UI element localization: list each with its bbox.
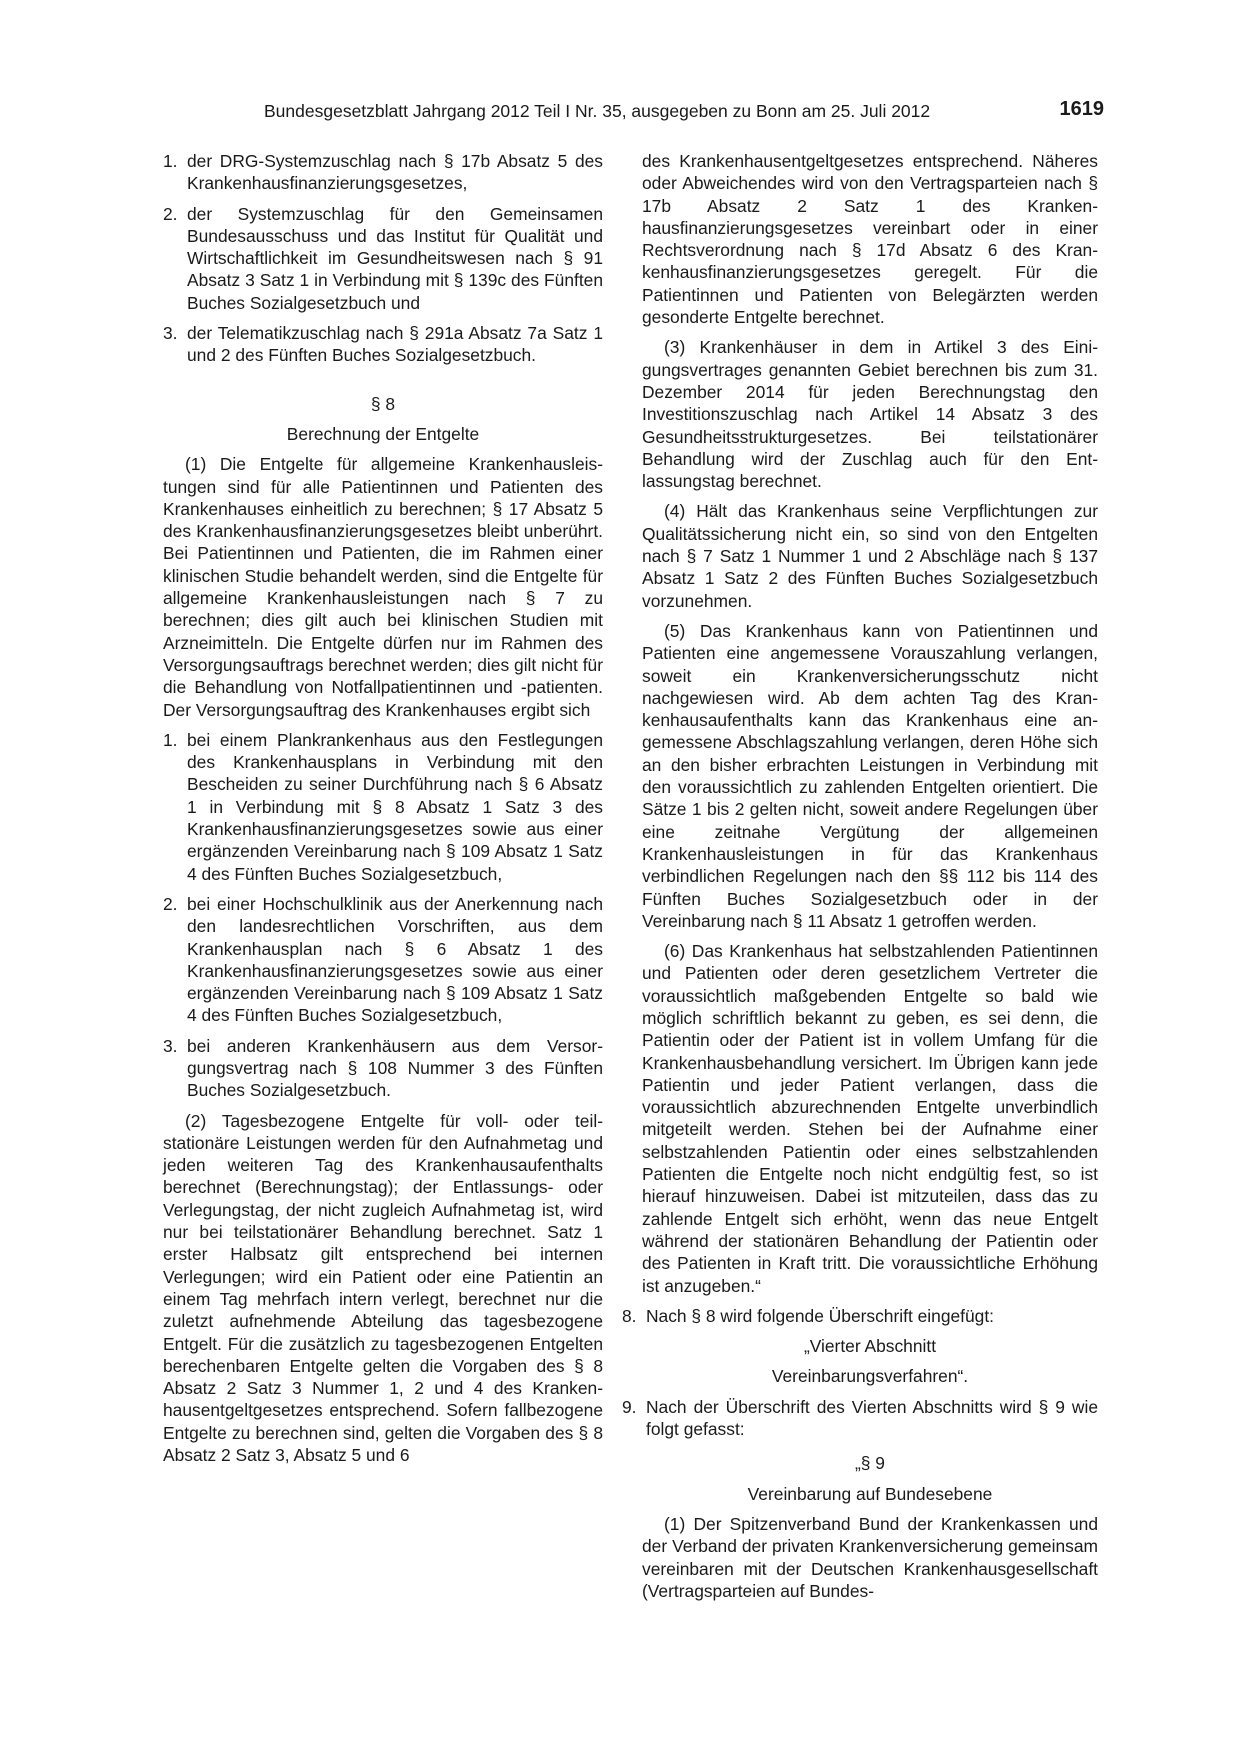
section-title-9: Vereinbarung auf Bundesebene xyxy=(747,1483,993,1504)
left-column xyxy=(163,150,603,1466)
right-column xyxy=(622,150,1098,1602)
section-sign-8: § 8 xyxy=(370,393,396,414)
list-text: bei einer Hochschulklinik aus der Anerkennung nach den landesrechtlichen Vorschriften, aus dem Krankenhausplan nach § 6 Absatz 1 des Krankenhausfinanzierungsgesetzes sowie aus einer ergänzenden Vereinbarung nach § 109 Absatz 1 Satz 4 des Fünften Buches Sozialgesetzbuch, xyxy=(187,893,603,1026)
list-text: der Telematikzuschlag nach § 291a Absatz 7a Satz 1 und 2 des Fünften Buches Sozialgesetzbuch. xyxy=(187,323,603,366)
list-number: 3. xyxy=(163,323,178,344)
list-number: 2. xyxy=(163,203,178,224)
list-text: bei einem Plankrankenhaus aus den Festlegungen des Krankenhausplans in Verbindung mit den Bescheiden zu seiner Durchführung nach § 6 Absatz 1 in Verbindung mit § 8 Absatz 1 Satz 3 des Krankenhausfinanzierungsgesetzes sowie aus einer ergänzenden Vereinbarung nach § 109 Absatz 1 Satz 4 des Fünften Buches Sozialgesetzbuch, xyxy=(187,729,603,884)
paragraph-5: (5) Das Krankenhaus kann von Patientinnen und Patienten eine angemessene Vorauszahlung verlangen, soweit ein Krankenversicherungsschutz nicht nachgewiesen wird. Ab dem achten Tag des Krankenhausaufenthalts kann das Krankenhaus eine angemessene Abschlagszahlung verlangen, deren Höhe sich an den bisher erbrachten Leistungen in Verbindung mit den voraussichtlich zu zahlenden Entgelten orientiert. Die Sätze 1 bis 2 gelten nicht, soweit andere Regelungen über eine zeitnahe Vergütung der allgemeinen Krankenhausleistungen in für das Krankenhaus verbindlichen Regelungen nach den §§ 112 bis 114 des Fünften Buches Sozialgesetzbuch oder in der Vereinbarung nach § 11 Absatz 1 getroffen werden. xyxy=(642,620,1098,931)
section-sign-9: „§ 9 xyxy=(855,1453,885,1474)
list-number: 1. xyxy=(163,729,178,750)
list-item xyxy=(163,150,603,195)
list-text: bei anderen Krankenhäusern aus dem Versorgungsvertrag nach § 108 Nummer 3 des Fünften Buches Sozialgesetzbuch. xyxy=(187,1035,603,1101)
paragraph-3: (3) Krankenhäuser in dem in Artikel 3 des Einigungsvertrages genannten Gebiet berechnen bis zum 31. Dezember 2014 für jeden Berechnungstag den Investitionszuschlag nach Artikel 14 Absatz 3 des Gesundheitsstrukturgesetzes. Bei teilstationärer Behandlung wird der Zuschlag auch für den Entlassungstag berechnet. xyxy=(642,337,1098,492)
paragraph-6: (6) Das Krankenhaus hat selbstzahlenden Patientinnen und Patienten oder deren gesetzlichem Vertreter die voraussichtlich maßgebenden Entgelte so bald wie möglich schriftlich bekannt zu geben, es sei denn, die Patientin oder der Patient ist in vollem Umfang für die Krankenhausbehandlung versichert. Im Übrigen kann jede Patientin und jeder Patient verlangen, dass die voraussichtlich abzurechnenden Entgelte unverbindlich mitgeteilt werden. Stehen bei der Aufnahme einer selbstzahlenden Patientin oder eines selbstzahlenden Patienten die Entgelte noch nicht endgültig fest, so ist hierauf hinzuweisen. Dabei ist mitzuteilen, dass das zu zahlende Entgelt sich erhöht, wenn das neue Entgelt während der stationären Behandlung der Patientin oder des Patienten in Kraft tritt. Die voraussichtliche Erhöhung ist anzugeben.“ xyxy=(642,941,1098,1296)
running-title: Bundesgesetzblatt Jahrgang 2012 Teil I Nr. 35, ausgegeben zu Bonn am 25. Juli 2012 xyxy=(264,101,931,121)
list-text: der Systemzuschlag für den Gemeinsamen Bundesausschuss und das Institut für Qualität und Wirtschaftlichkeit im Gesundheitswesen nach § 91 Absatz 3 Satz 1 in Verbindung mit § 139c des Fünften Buches Sozialgesetzbuch und xyxy=(187,203,603,313)
list-item xyxy=(163,1035,603,1102)
page-number: 1619 xyxy=(1059,98,1104,120)
inserted-heading-line-2: Vereinbarungsverfahren“. xyxy=(771,1366,969,1387)
list-text: der DRG-Systemzuschlag nach § 17b Absatz 5 des Krankenhausfinanzierungsgesetzes, xyxy=(187,151,603,194)
list-number: 1. xyxy=(163,151,178,171)
section-title-8: Berechnung der Entgelte xyxy=(286,423,480,444)
list-text: Nach § 8 wird folgende Überschrift eingefügt: xyxy=(646,1305,995,1326)
paragraph-2: (2) Tagesbezogene Entgelte für voll- oder teilstationäre Leistungen werden für den Aufnahmetag und jeden weiteren Tag des Krankenhausaufenthalts berechnet (Berechnungstag); der Entlassungs- oder Verlegungstag, der nicht zugleich Aufnahmetag ist, wird nur bei teilstationärer Behandlung berechnet. Satz 1 erster Halbsatz gilt entsprechend bei internen Verlegungen; wird ein Patient oder eine Patientin an einem Tag mehrfach intern verlegt, berechnet nur die zuletzt aufnehmende Abteilung das tagesbezogene Entgelt. Für die zusätzlich zu tagesbezogenen Entgelten berechenbaren Entgelte gelten die Vorgaben des § 8 Absatz 2 Satz 3 Nummer 1, 2 und 4 des Krankenhausentgeltgesetzes entsprechend. Sofern fallbezogene Entgelte zu berechnen sind, gelten die Vorgaben des § 8 Absatz 2 Satz 3, Absatz 5 und 6 xyxy=(163,1110,603,1466)
list-item xyxy=(163,322,603,367)
inserted-heading-line-1: „Vierter Abschnitt xyxy=(803,1336,937,1357)
paragraph-9-1: (1) Der Spitzenverband Bund der Krankenkassen und der Verband der privaten Krankenversicherung gemeinsam vereinbaren mit der Deutschen Krankenhausgesellschaft (Vertragsparteien auf Bundes- xyxy=(642,1513,1098,1601)
list-text: Nach der Überschrift des Vierten Abschnitts wird § 9 wie folgt gefasst: xyxy=(646,1396,1098,1440)
paragraph-4: (4) Hält das Krankenhaus seine Verpflichtungen zur Qualitätssicherung nicht ein, so sind von den Entgelten nach § 7 Satz 1 Nummer 1 und 2 Abschläge nach § 137 Absatz 1 Satz 2 des Fünften Buches Sozialgesetzbuch vorzunehmen. xyxy=(642,501,1098,611)
paragraph-2-continued: des Krankenhausentgeltgesetzes entsprechend. Näheres oder Abweichendes wird von den Vertragsparteien nach § 17b Absatz 2 Satz 1 des Krankenhausfinanzierungsgesetzes vereinbart oder in einer Rechtsverordnung nach § 17d Absatz 6 des Krankenhausfinanzierungsgesetzes geregelt. Für die Patientinnen und Patienten von Belegärzten werden gesonderte Entgelte berechnet. xyxy=(642,151,1098,328)
list-number: 8. xyxy=(622,1305,637,1326)
amendment-item-8 xyxy=(622,1305,1098,1327)
list-number: 9. xyxy=(622,1396,637,1417)
list-number: 2. xyxy=(163,893,178,914)
amendment-item-9 xyxy=(622,1396,1098,1441)
paragraph-1: (1) Die Entgelte für allgemeine Krankenhausleistungen sind für alle Patientinnen und Patienten des Krankenhauses einheitlich zu berechnen; § 17 Absatz 5 des Krankenhausfinanzierungsgesetzes bleibt unberührt. Bei Patientinnen und Patienten, die im Rahmen einer klinischen Studie behandelt werden, sind die Entgelte für allgemeine Krankenhausleistungen nach § 7 zu berechnen; dies gilt auch bei klinischen Studien mit Arzneimitteln. Die Entgelte dürfen nur im Rahmen des Versorgungsauftrags berechnet werden; dies gilt nicht für die Behandlung von Notfallpatientinnen und -patienten. Der Versorgungsauftrag des Krankenhauses ergibt sich xyxy=(163,454,603,720)
list-number: 3. xyxy=(163,1035,178,1056)
page-header xyxy=(264,98,1104,125)
list-item xyxy=(163,203,603,314)
list-item xyxy=(163,729,603,885)
list-item xyxy=(163,893,603,1027)
